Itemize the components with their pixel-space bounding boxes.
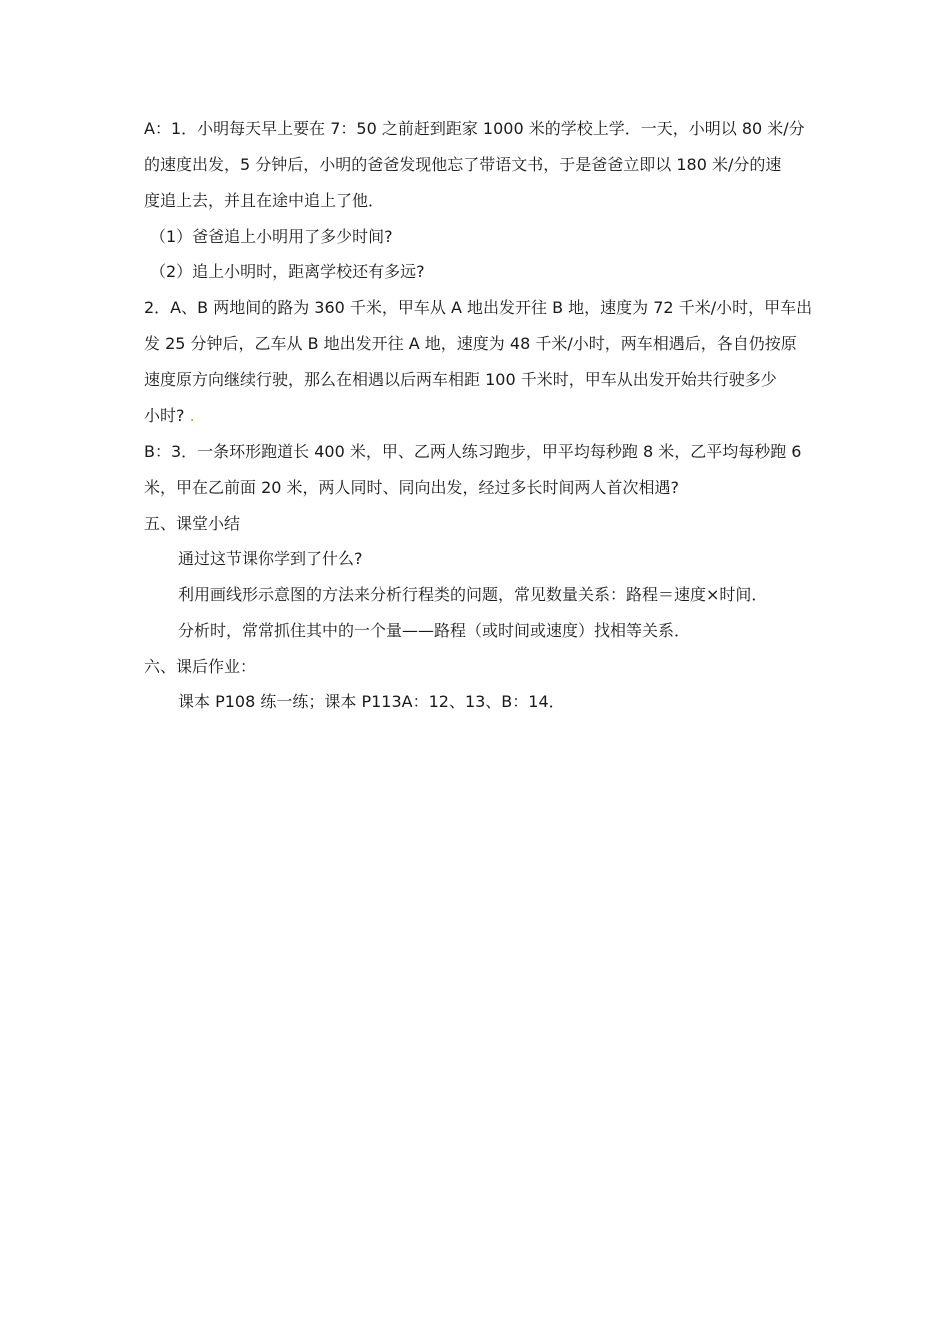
problem-2-line-4-text: 小时? <box>144 406 185 425</box>
summary-line-3: 分析时，常常抓住其中的一个量——路程（或时间或速度）找相等关系． <box>178 621 691 640</box>
problem-2-line-1: 2．A、B 两地间的路为 360 千米，甲车从 A 地出发开往 B 地，速度为 72 千米/小时，甲车出 <box>144 298 813 317</box>
problem-2-line-4 <box>144 406 814 426</box>
homework-line: 课本 P108 练一练；课本 P113A：12、13、B：14． <box>178 692 565 711</box>
problem-b3-line-1: B：3．一条环形跑道长 400 米，甲、乙两人练习跑步，甲平均每秒跑 8 米，乙平均每秒跑 6 <box>144 442 802 461</box>
problem-a1-line-2: 的速度出发，5 分钟后，小明的爸爸发现他忘了带语文书，于是爸爸立即以 180 米/分的速 <box>144 155 782 174</box>
summary-line-2: 利用画线形示意图的方法来分析行程类的问题，常见数量关系：路程＝速度×时间． <box>178 585 768 604</box>
problem-2-line-2: 发 25 分钟后，乙车从 B 地出发开往 A 地，速度为 48 千米/小时，两车相遇后，各自仍按原 <box>144 334 797 353</box>
problem-2-line-3: 速度原方向继续行驶，那么在相遇以后两车相距 100 千米时，甲车从出发开始共行驶多少 <box>144 370 777 389</box>
question-1: （1）爸爸追上小明用了多少时间? <box>150 227 393 246</box>
problem-b3-line-2: 米，甲在乙前面 20 米，两人同时、同向出发，经过多长时间两人首次相遇? <box>144 478 680 497</box>
problem-a1-line-1: A：1．小明每天早上要在 7：50 之前赶到距家 1000 米的学校上学．一天，小明以 80 米/分 <box>144 119 805 138</box>
speck-mark: . <box>184 406 195 425</box>
summary-line-1: 通过这节课你学到了什么? <box>178 549 363 568</box>
section-heading-homework: 六、课后作业： <box>144 657 257 676</box>
problem-a1-line-3: 度追上去，并且在途中追上了他． <box>144 191 385 210</box>
section-heading-summary: 五、课堂小结 <box>144 514 241 533</box>
question-2: （2）追上小明时，距离学校还有多远? <box>150 262 425 281</box>
